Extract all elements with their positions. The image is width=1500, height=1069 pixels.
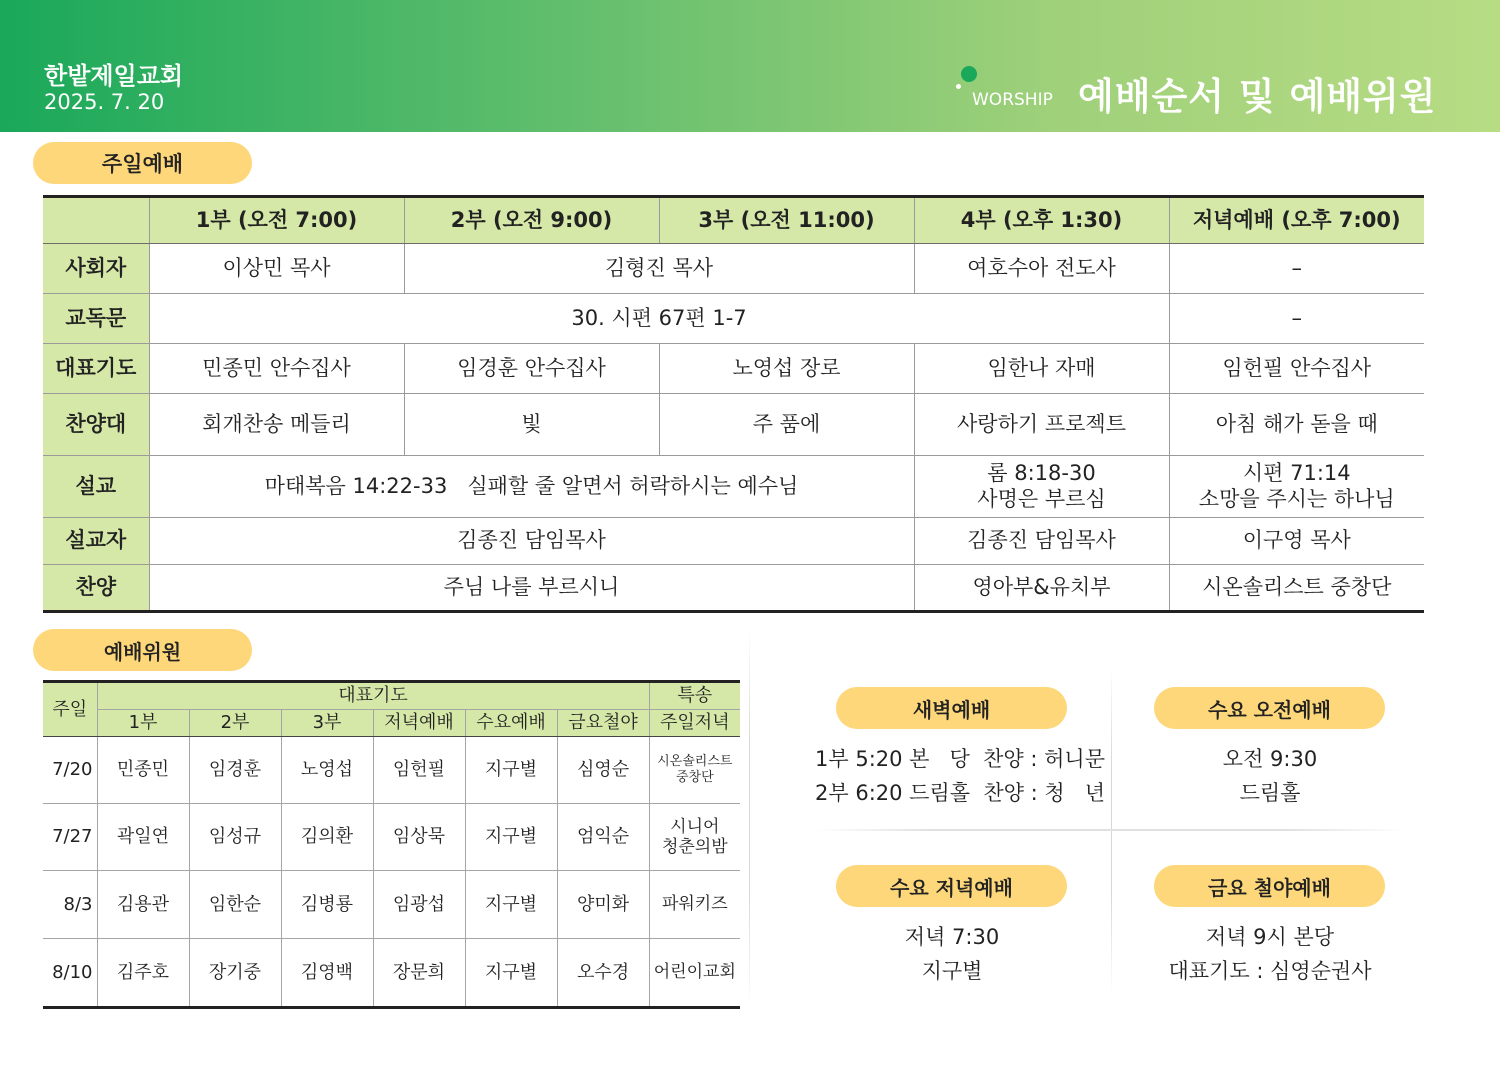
column-header: 2부 (오전 9:00) xyxy=(404,197,659,244)
special-line: 시온솔리스트 xyxy=(657,754,733,770)
table-row xyxy=(43,394,1424,456)
column-header: 저녁예배 xyxy=(373,710,465,737)
table-row xyxy=(43,518,1424,565)
table-cell: 민종민 안수집사 xyxy=(149,344,404,394)
table-cell: 김의환 xyxy=(281,804,373,871)
table-cell: 여호수아 전도사 xyxy=(914,244,1169,294)
row-header: 설교자 xyxy=(43,518,149,565)
table-cell xyxy=(649,804,740,871)
column-header: 1부 (오전 7:00) xyxy=(149,197,404,244)
table-cell xyxy=(649,737,740,804)
table-cell: 양미화 xyxy=(557,871,649,939)
table-cell: 30. 시편 67편 1-7 xyxy=(149,294,1169,344)
column-header: 3부 xyxy=(281,710,373,737)
row-header: 설교 xyxy=(43,456,149,518)
table-cell: 주 품에 xyxy=(659,394,914,456)
fri-night-service-info xyxy=(1130,920,1410,988)
worship-label: WORSHIP xyxy=(972,90,1053,110)
table-cell: 시온솔리스트 중창단 xyxy=(1169,565,1424,612)
service-time: 저녁 7:30 xyxy=(904,925,1000,949)
special-header: 특송 xyxy=(649,682,740,710)
small-dot-icon xyxy=(956,84,961,89)
table-cell: 엄익순 xyxy=(557,804,649,871)
table-cell: 노영섭 xyxy=(281,737,373,804)
table-row xyxy=(43,737,740,804)
sermon-title: 소망을 주시는 하나님 xyxy=(1198,486,1395,511)
column-header: 2부 xyxy=(189,710,281,737)
table-cell: 민종민 xyxy=(97,737,189,804)
table-row xyxy=(43,294,1424,344)
table-cell: 사랑하기 프로젝트 xyxy=(914,394,1169,456)
table-cell: 곽일연 xyxy=(97,804,189,871)
service-time: 오전 9:30 xyxy=(1222,747,1318,771)
table-cell: 임경훈 안수집사 xyxy=(404,344,659,394)
table-cell: 노영섭 장로 xyxy=(659,344,914,394)
sermon-passage: 시편 71:14 xyxy=(1242,461,1351,486)
column-header: 주일저녁 xyxy=(649,710,740,737)
table-cell xyxy=(914,456,1169,518)
table-cell: 아침 해가 돋을 때 xyxy=(1169,394,1424,456)
sunday-worship-table xyxy=(43,195,1424,613)
table-row xyxy=(43,804,740,871)
sermon-passage: 롬 8:18-30 xyxy=(987,461,1096,486)
wed-morning-service-label: 수요 오전예배 xyxy=(1154,687,1385,729)
sermon-text: 마태복음 14:22-33 실패할 줄 알면서 허락하시는 예수님 xyxy=(264,473,799,498)
column-header: 금요철야 xyxy=(557,710,649,737)
table-cell: 김주호 xyxy=(97,939,189,1008)
table-cell: 지구별 xyxy=(465,804,557,871)
table-cell: 임상묵 xyxy=(373,804,465,871)
sunday-section-label: 주일예배 xyxy=(33,142,252,184)
table-cell xyxy=(1169,456,1424,518)
prayer-header: 대표기도 xyxy=(97,682,649,710)
table-cell: 지구별 xyxy=(465,939,557,1008)
table-cell: 김종진 담임목사 xyxy=(914,518,1169,565)
bulletin-date: 2025. 7. 20 xyxy=(44,90,165,114)
date-cell: 8/3 xyxy=(43,871,97,939)
week-header: 주일 xyxy=(43,682,97,737)
service-place: 지구별 xyxy=(921,959,983,983)
table-cell: 빛 xyxy=(404,394,659,456)
church-name: 한밭제일교회 xyxy=(44,62,184,90)
table-cell: 임헌필 xyxy=(373,737,465,804)
table-header-row xyxy=(43,197,1424,244)
date-cell: 7/27 xyxy=(43,804,97,871)
table-cell: 어린이교회 xyxy=(649,939,740,1008)
table-row xyxy=(43,565,1424,612)
table-row xyxy=(43,344,1424,394)
sermon-title: 사명은 부르심 xyxy=(977,486,1106,511)
page-header xyxy=(0,0,1500,132)
table-header-row xyxy=(43,682,740,710)
service-prayer: 대표기도 : 심영순권사 xyxy=(1168,959,1372,983)
services-divider-horizontal xyxy=(815,829,1405,831)
table-cell: 임한순 xyxy=(189,871,281,939)
table-cell: 지구별 xyxy=(465,871,557,939)
table-cell: 지구별 xyxy=(465,737,557,804)
date-cell: 7/20 xyxy=(43,737,97,804)
table-row xyxy=(43,244,1424,294)
row-header: 교독문 xyxy=(43,294,149,344)
committee-section-label: 예배위원 xyxy=(33,629,252,671)
table-cell: 임성규 xyxy=(189,804,281,871)
table-cell: 주님 나를 부르시니 xyxy=(149,565,914,612)
corner-cell xyxy=(43,197,149,244)
dawn-service-line: 2부 6:20 드림홀 찬양 : 청 년 xyxy=(815,781,1105,805)
table-cell: 파워키즈 xyxy=(649,871,740,939)
dot-decoration-icon xyxy=(961,66,977,82)
table-cell: – xyxy=(1169,294,1424,344)
table-row xyxy=(43,456,1424,518)
table-row xyxy=(43,939,740,1008)
column-header: 3부 (오전 11:00) xyxy=(659,197,914,244)
dawn-service-label: 새벽예배 xyxy=(836,687,1067,729)
dawn-service-info xyxy=(800,742,1120,810)
table-cell: 임헌필 안수집사 xyxy=(1169,344,1424,394)
table-cell: 이상민 목사 xyxy=(149,244,404,294)
table-subheader-row xyxy=(43,710,740,737)
dawn-service-line: 1부 5:20 본 당 찬양 : 허니문 xyxy=(815,747,1105,771)
table-cell: 영아부&유치부 xyxy=(914,565,1169,612)
row-header: 찬양 xyxy=(43,565,149,612)
service-place: 드림홀 xyxy=(1239,781,1301,805)
wed-evening-service-label: 수요 저녁예배 xyxy=(836,865,1067,907)
row-header: 대표기도 xyxy=(43,344,149,394)
table-cell: 김용관 xyxy=(97,871,189,939)
table-cell xyxy=(149,456,914,518)
column-divider xyxy=(749,628,750,1008)
column-header: 수요예배 xyxy=(465,710,557,737)
table-cell: 임한나 자매 xyxy=(914,344,1169,394)
row-header: 사회자 xyxy=(43,244,149,294)
table-cell: 김종진 담임목사 xyxy=(149,518,914,565)
table-cell: 회개찬송 메들리 xyxy=(149,394,404,456)
table-cell: 김형진 목사 xyxy=(404,244,914,294)
column-header: 저녁예배 (오후 7:00) xyxy=(1169,197,1424,244)
special-line: 청춘의밤 xyxy=(661,837,728,857)
table-cell: 임경훈 xyxy=(189,737,281,804)
date-cell: 8/10 xyxy=(43,939,97,1008)
table-cell: 장기중 xyxy=(189,939,281,1008)
table-cell: 김영백 xyxy=(281,939,373,1008)
table-cell: 장문희 xyxy=(373,939,465,1008)
column-header: 4부 (오후 1:30) xyxy=(914,197,1169,244)
table-cell: 심영순 xyxy=(557,737,649,804)
table-cell: – xyxy=(1169,244,1424,294)
special-line: 중창단 xyxy=(675,770,714,785)
table-cell: 김병룡 xyxy=(281,871,373,939)
service-time: 저녁 9시 본당 xyxy=(1205,925,1335,949)
wed-morning-service-info xyxy=(1130,742,1410,810)
column-header: 1부 xyxy=(97,710,189,737)
row-header: 찬양대 xyxy=(43,394,149,456)
wed-evening-service-info xyxy=(812,920,1092,988)
table-row xyxy=(43,871,740,939)
table-cell: 이구영 목사 xyxy=(1169,518,1424,565)
committee-table xyxy=(43,680,740,1009)
fri-night-service-label: 금요 철야예배 xyxy=(1154,865,1385,907)
table-cell: 임광섭 xyxy=(373,871,465,939)
special-line: 시니어 xyxy=(670,816,720,837)
page-title: 예배순서 및 예배위원 xyxy=(1078,75,1437,118)
table-cell: 오수경 xyxy=(557,939,649,1008)
